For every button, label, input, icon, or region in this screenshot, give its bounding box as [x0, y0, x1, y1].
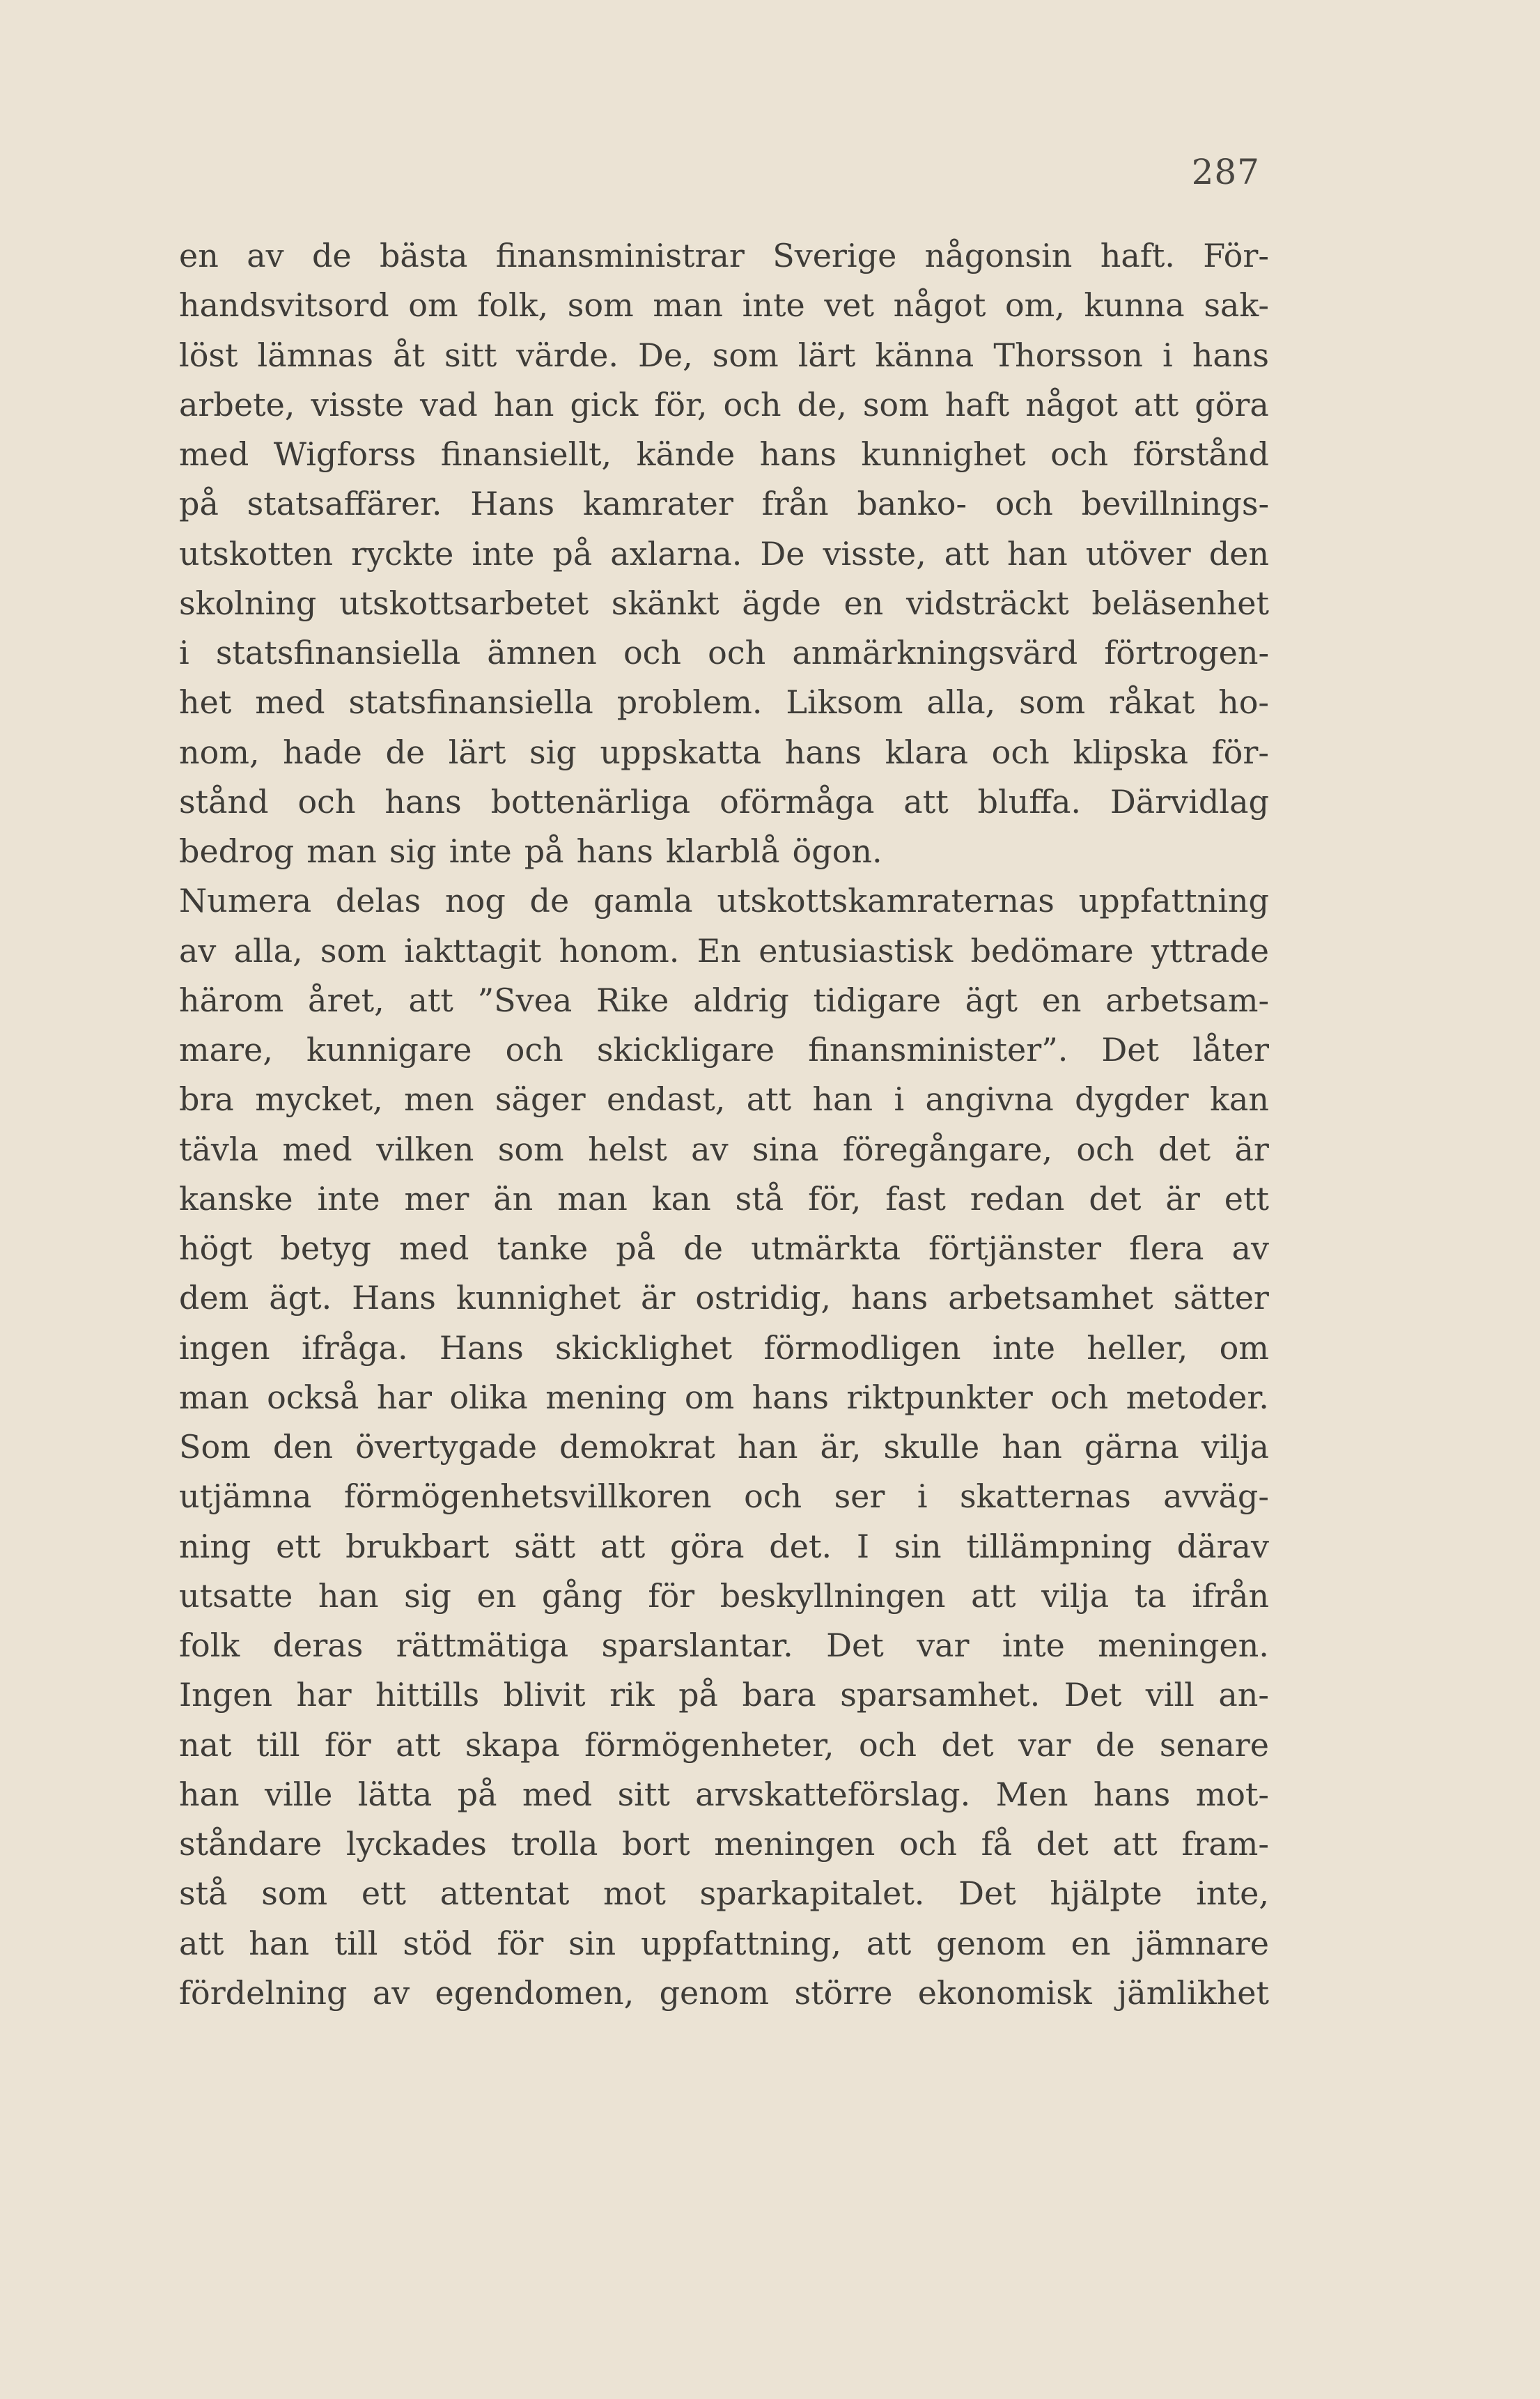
text-line: nat till för att skapa förmögenheter, och det var de senare [179, 1725, 1269, 1764]
text-line: tävla med vilken som helst av sina föregångare, och det är [179, 1130, 1269, 1168]
text-line: ingen ifråga. Hans skicklighet förmodligen inte heller, om [179, 1328, 1269, 1367]
text-line: utjämna förmögenhetsvillkoren och ser i skatternas avväg- [179, 1477, 1269, 1516]
text-line: skolning utskottsarbetet skänkt ägde en vidsträckt beläsenhet [179, 584, 1269, 622]
text-line: på statsaffärer. Hans kamrater från banko- och bevillnings- [179, 485, 1269, 523]
text-line: Ingen har hittills blivit rik på bara sparsamhet. Det vill an- [179, 1676, 1269, 1714]
text-line: utsatte han sig en gång för beskyllningen att vilja ta ifrån [179, 1576, 1269, 1615]
text-line: mare, kunnigare och skickligare finansminister”. Det låter [179, 1031, 1269, 1069]
text-line: bedrog man sig inte på hans klarblå ögon. [179, 832, 882, 870]
text-line: stånd och hans bottenärliga oförmåga att bluffa. Därvidlag [179, 782, 1269, 821]
text-line: ståndare lyckades trolla bort meningen och få det att fram- [179, 1825, 1269, 1863]
text-line: man också har olika mening om hans riktpunkter och metoder. [179, 1378, 1269, 1416]
text-line: Som den övertygade demokrat han är, skulle han gärna vilja [179, 1428, 1269, 1466]
text-line: utskotten ryckte inte på axlarna. De visste, att han utöver den [179, 534, 1269, 573]
text-line: stå som ett attentat mot sparkapitalet. Det hjälpte inte, [179, 1874, 1269, 1913]
text-line: en av de bästa finansministrar Sverige någonsin haft. För- [179, 237, 1269, 274]
text-line: bra mycket, men säger endast, att han i angivna dygder kan [179, 1080, 1269, 1119]
text-line: fördelning av egendomen, genom större ekonomisk jämlikhet [179, 1973, 1269, 2012]
text-line: med Wigforss finansiellt, kände hans kunnighet och förstånd [179, 435, 1269, 473]
text-line: att han till stöd för sin uppfattning, att genom en jämnare [179, 1924, 1269, 1962]
text-line: löst lämnas åt sitt värde. De, som lärt känna Thorsson i hans [179, 336, 1269, 374]
body-text [179, 231, 1269, 2018]
text-line: högt betyg med tanke på de utmärkta förtjänster flera av [179, 1229, 1269, 1267]
text-line: kanske inte mer än man kan stå för, fast redan det är ett [179, 1179, 1269, 1218]
text-line: handsvitsord om folk, som man inte vet något om, kunna sak- [179, 286, 1269, 325]
text-line: nom, hade de lärt sig uppskatta hans klara och klipska för- [179, 733, 1269, 771]
text-line: han ville lätta på med sitt arvskatteförslag. Men hans mot- [179, 1775, 1269, 1813]
page-number: 287 [1191, 152, 1260, 192]
text-line: het med statsfinansiella problem. Liksom alla, som råkat ho- [179, 683, 1269, 722]
text-line: Numera delas nog de gamla utskottskamraternas uppfattning [179, 882, 1269, 920]
text-line: dem ägt. Hans kunnighet är ostridig, hans arbetsamhet sätter [179, 1279, 1269, 1317]
text-line: arbete, visste vad han gick för, och de, som haft något att göra [179, 385, 1269, 424]
text-line: härom året, att ”Svea Rike aldrig tidigare ägt en arbetsam- [179, 981, 1269, 1019]
text-line: av alla, som iakttagit honom. En entusiastisk bedömare yttrade [179, 931, 1269, 970]
text-line: folk deras rättmätiga sparslantar. Det var inte meningen. [179, 1626, 1269, 1664]
text-line: i statsfinansiella ämnen och och anmärkningsvärd förtrogen- [179, 634, 1269, 671]
text-line: ning ett brukbart sätt att göra det. I sin tillämpning därav [179, 1527, 1269, 1565]
